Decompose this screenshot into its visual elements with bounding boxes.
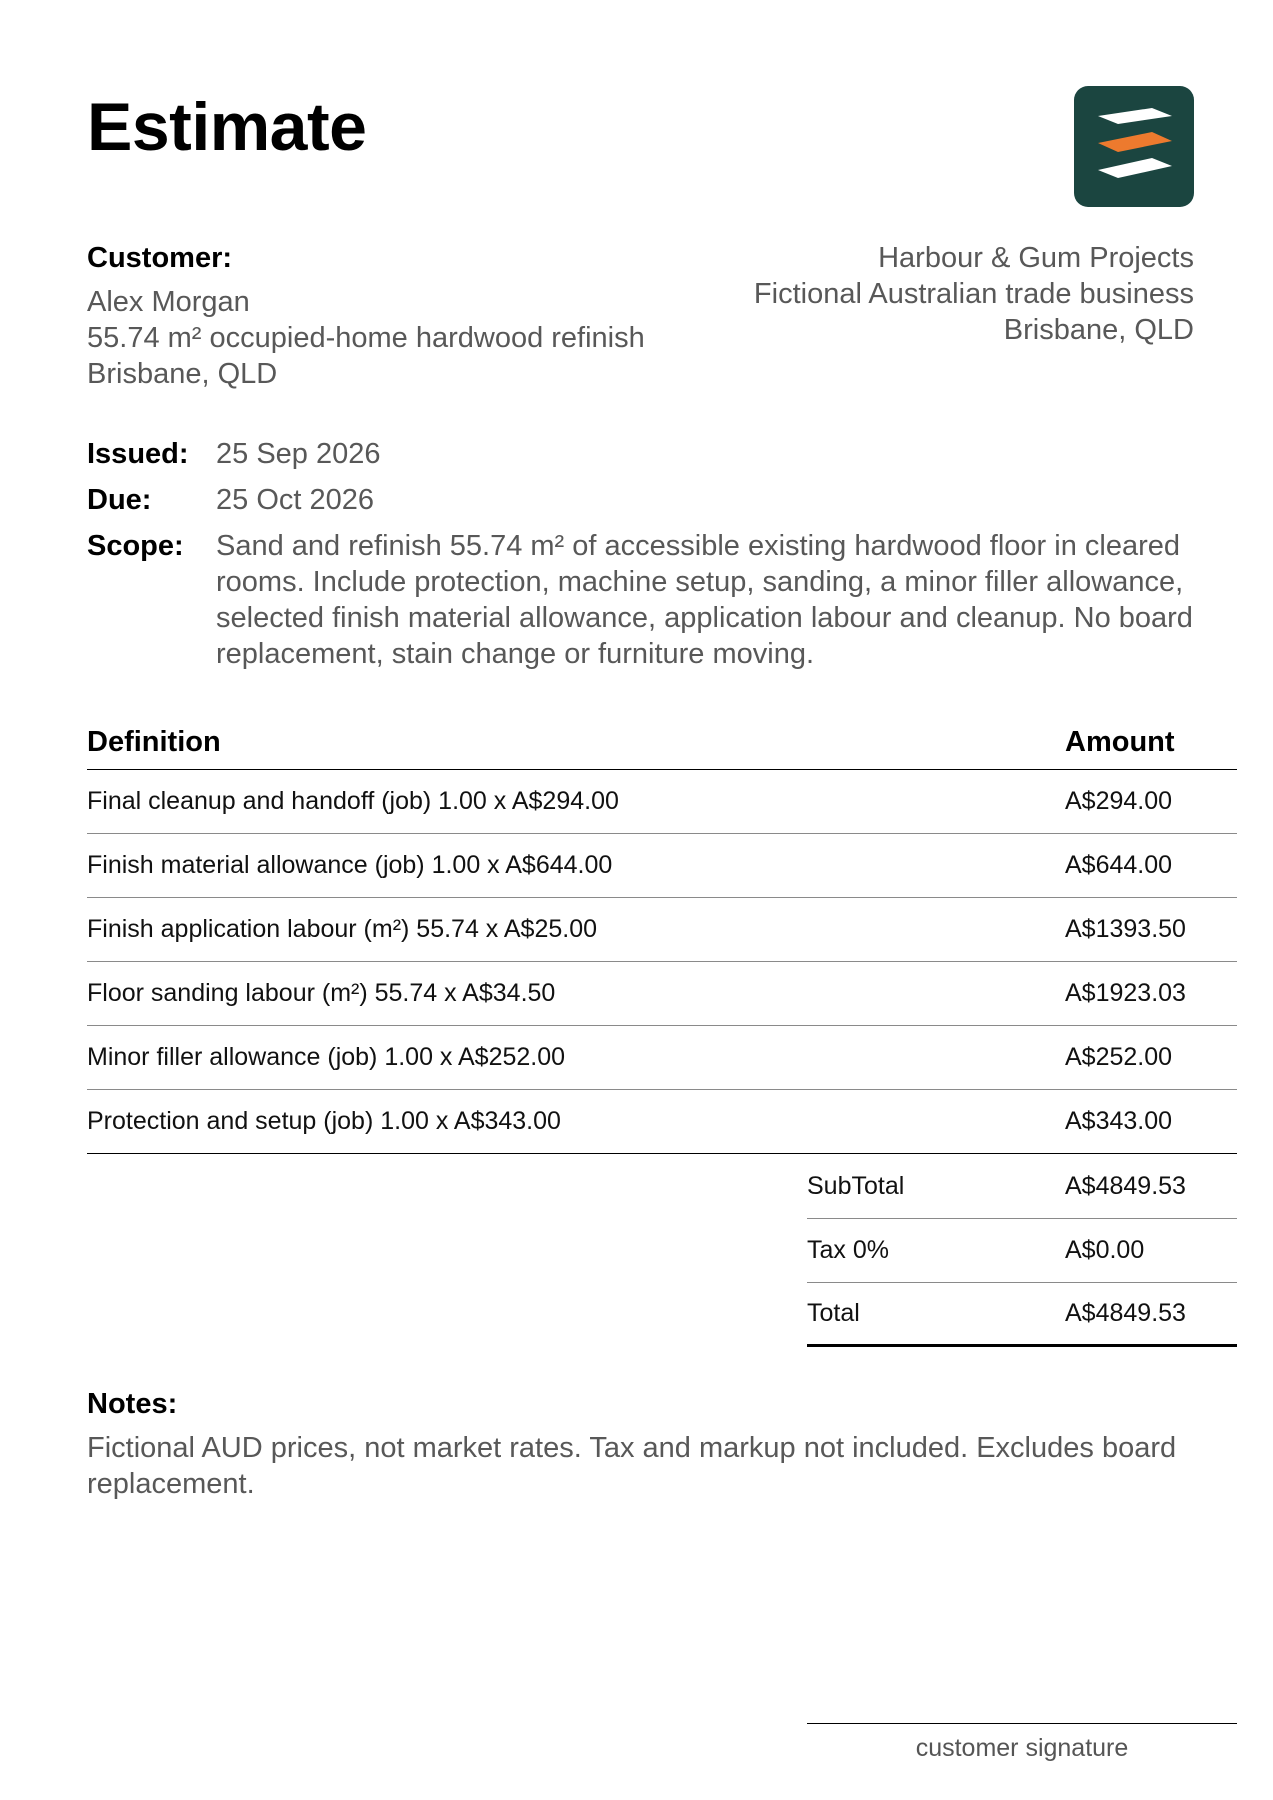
customer-label: Customer: bbox=[87, 242, 233, 274]
total-value: A$4849.53 bbox=[1065, 1299, 1186, 1327]
tax-row bbox=[807, 1219, 1237, 1283]
tax-value: A$0.00 bbox=[1065, 1236, 1145, 1264]
subtotal-row bbox=[807, 1155, 1237, 1219]
subtotal-value: A$4849.53 bbox=[1065, 1172, 1186, 1200]
row-definition: Minor filler allowance (job) 1.00 x A$252.00 bbox=[87, 1043, 566, 1071]
table-row bbox=[87, 770, 1237, 834]
scope-row bbox=[87, 528, 1217, 672]
scope-label: Scope: bbox=[87, 530, 184, 562]
document-title: Estimate bbox=[87, 89, 367, 165]
company-name: Harbour & Gum Projects bbox=[878, 242, 1194, 274]
row-amount: A$294.00 bbox=[1065, 787, 1173, 815]
row-definition: Finish application labour (m²) 55.74 x A$25.00 bbox=[87, 915, 598, 943]
customer-name: Alex Morgan bbox=[87, 286, 250, 318]
line-items-table bbox=[87, 726, 1237, 1154]
table-row bbox=[87, 1090, 1237, 1154]
customer-signature-line: customer signature bbox=[807, 1723, 1237, 1764]
row-amount: A$644.00 bbox=[1065, 851, 1173, 879]
issued-row bbox=[87, 436, 1217, 472]
customer-project: 55.74 m² occupied-home hardwood refinish bbox=[87, 322, 645, 354]
notes-text: Fictional AUD prices, not market rates. Tax and markup not included. Excludes board replacement. bbox=[87, 1432, 1177, 1500]
customer-location: Brisbane, QLD bbox=[87, 358, 278, 390]
row-amount: A$1923.03 bbox=[1065, 979, 1186, 1007]
estimate-meta bbox=[87, 436, 1217, 682]
totals-block bbox=[807, 1155, 1237, 1347]
table-row bbox=[87, 962, 1237, 1026]
subtotal-label: SubTotal bbox=[807, 1172, 905, 1200]
row-definition: Final cleanup and handoff (job) 1.00 x A$294.00 bbox=[87, 787, 619, 815]
row-amount: A$252.00 bbox=[1065, 1043, 1173, 1071]
total-label: Total bbox=[807, 1299, 860, 1327]
due-date: 25 Oct 2026 bbox=[216, 484, 374, 516]
issued-date: 25 Sep 2026 bbox=[216, 438, 381, 470]
company-location: Brisbane, QLD bbox=[1003, 314, 1194, 346]
due-label: Due: bbox=[87, 484, 152, 516]
company-tagline: Fictional Australian trade business bbox=[753, 278, 1194, 310]
amount-header: Amount bbox=[1065, 726, 1175, 758]
tax-label: Tax 0% bbox=[807, 1236, 889, 1264]
table-row bbox=[87, 1026, 1237, 1090]
stacked-planks-logo-icon bbox=[1074, 86, 1194, 207]
due-row bbox=[87, 482, 1217, 518]
table-row bbox=[87, 834, 1237, 898]
company-block bbox=[654, 240, 1194, 348]
total-row bbox=[807, 1283, 1237, 1347]
table-header bbox=[87, 726, 1237, 770]
issued-label: Issued: bbox=[87, 438, 189, 470]
customer-block bbox=[87, 240, 727, 392]
row-definition: Finish material allowance (job) 1.00 x A$644.00 bbox=[87, 851, 613, 879]
row-amount: A$343.00 bbox=[1065, 1107, 1173, 1135]
notes-block bbox=[87, 1386, 1217, 1502]
row-definition: Protection and setup (job) 1.00 x A$343.00 bbox=[87, 1107, 561, 1135]
notes-label: Notes: bbox=[87, 1388, 178, 1420]
table-row bbox=[87, 898, 1237, 962]
row-amount: A$1393.50 bbox=[1065, 915, 1186, 943]
scope-text: Sand and refinish 55.74 m² of accessible existing hardwood floor in cleared rooms. Include protection, machine setup, sanding, a minor filler allowance, selected finish material allowance, application labour and cleanup. No board replacement, stain change or furniture moving. bbox=[216, 530, 1193, 670]
row-definition: Floor sanding labour (m²) 55.74 x A$34.50 bbox=[87, 979, 556, 1007]
definition-header: Definition bbox=[87, 726, 221, 758]
